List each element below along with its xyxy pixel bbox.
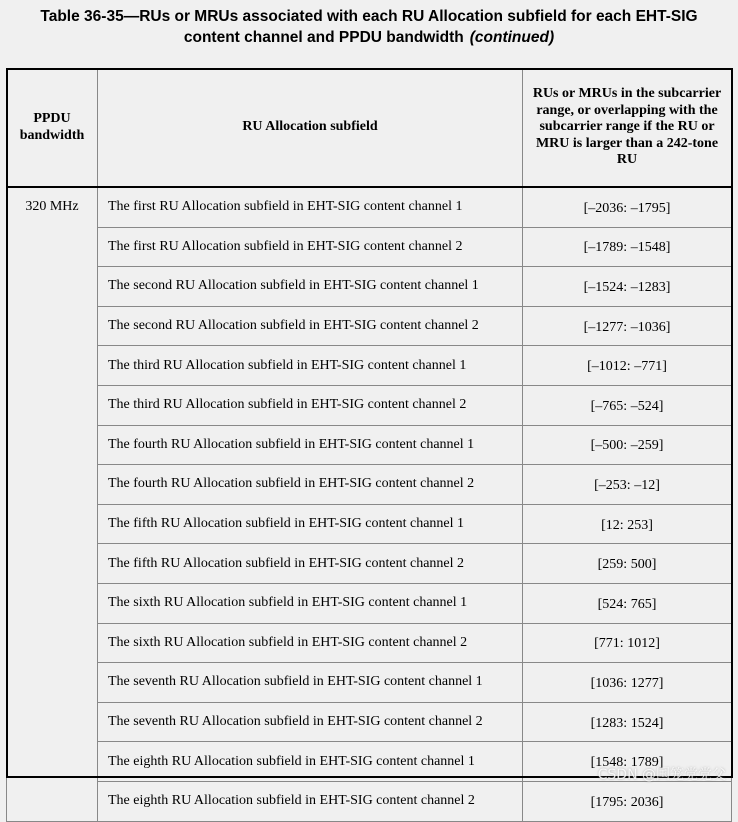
table-row (7, 702, 732, 742)
table-caption (0, 6, 738, 48)
ru-allocation-subfield-cell: The first RU Allocation subfield in EHT-SIG content channel 1 (98, 187, 523, 227)
header-ppdu-bandwidth: PPDU bandwidth (7, 69, 98, 188)
ru-allocation-subfield-cell: The fifth RU Allocation subfield in EHT-SIG content channel 2 (98, 544, 523, 584)
subcarrier-range-cell: [771: 1012] (523, 623, 732, 663)
ru-allocation-subfield-cell: The fourth RU Allocation subfield in EHT-SIG content channel 2 (98, 465, 523, 505)
subcarrier-range-cell: [259: 500] (523, 544, 732, 584)
watermark: CSDN @国笼党党父 (597, 767, 726, 783)
ru-allocation-subfield-cell: The sixth RU Allocation subfield in EHT-SIG content channel 2 (98, 623, 523, 663)
table-row (7, 504, 732, 544)
subcarrier-range-cell: [–1789: –1548] (523, 227, 732, 267)
table-row (7, 583, 732, 623)
subcarrier-range-cell: [–1012: –771] (523, 346, 732, 386)
ru-allocation-subfield-cell: The seventh RU Allocation subfield in EHT-SIG content channel 1 (98, 663, 523, 703)
ru-allocation-subfield-cell: The eighth RU Allocation subfield in EHT-SIG content channel 1 (98, 742, 523, 782)
subcarrier-range-cell: [524: 765] (523, 583, 732, 623)
caption-line-2-text: content channel and PPDU bandwidth (183, 29, 464, 46)
table-row (7, 544, 732, 584)
subcarrier-range-cell: [1548: 1789] (523, 742, 732, 782)
ru-allocation-subfield-cell: The fourth RU Allocation subfield in EHT-SIG content channel 1 (98, 425, 523, 465)
ru-allocation-table (6, 68, 732, 822)
caption-line-1: Table 36-35—RUs or MRUs associated with each RU Allocation subfield for each EHT-SIG (40, 8, 698, 25)
ru-allocation-subfield-cell: The third RU Allocation subfield in EHT-SIG content channel 1 (98, 346, 523, 386)
caption-continued: (continued) (469, 29, 555, 46)
ru-allocation-subfield-cell: The second RU Allocation subfield in EHT-SIG content channel 1 (98, 267, 523, 307)
table-row (7, 187, 732, 227)
ru-allocation-subfield-cell: The second RU Allocation subfield in EHT-SIG content channel 2 (98, 306, 523, 346)
header-row (7, 69, 732, 188)
subcarrier-range-cell: [–765: –524] (523, 385, 732, 425)
table-row (7, 306, 732, 346)
ppdu-bandwidth-cell: 320 MHz (7, 187, 98, 821)
ru-allocation-subfield-cell: The first RU Allocation subfield in EHT-SIG content channel 2 (98, 227, 523, 267)
table-row (7, 346, 732, 386)
caption-line-2 (0, 27, 738, 48)
table-row (7, 425, 732, 465)
table-row (7, 465, 732, 505)
ru-allocation-subfield-cell: The eighth RU Allocation subfield in EHT-SIG content channel 2 (98, 781, 523, 821)
subcarrier-range-cell: [12: 253] (523, 504, 732, 544)
ru-allocation-subfield-cell: The fifth RU Allocation subfield in EHT-SIG content channel 1 (98, 504, 523, 544)
subcarrier-range-cell: [1283: 1524] (523, 702, 732, 742)
table-row (7, 781, 732, 821)
subcarrier-range-cell: [–500: –259] (523, 425, 732, 465)
subcarrier-range-cell: [1036: 1277] (523, 663, 732, 703)
header-ru-allocation-subfield: RU Allocation subfield (98, 69, 523, 188)
header-subcarrier-range: RUs or MRUs in the subcarrier range, or overlapping with the subcarrier range if the RU or MRU is larger than a 242-tone RU (523, 69, 732, 188)
subcarrier-range-cell: [1795: 2036] (523, 781, 732, 821)
subcarrier-range-cell: [–2036: –1795] (523, 187, 732, 227)
subcarrier-range-cell: [–1524: –1283] (523, 267, 732, 307)
table-row (7, 663, 732, 703)
subcarrier-range-cell: [–253: –12] (523, 465, 732, 505)
table-row (7, 267, 732, 307)
table-row (7, 385, 732, 425)
table-row (7, 623, 732, 663)
subcarrier-range-cell: [–1277: –1036] (523, 306, 732, 346)
ru-allocation-subfield-cell: The third RU Allocation subfield in EHT-SIG content channel 2 (98, 385, 523, 425)
table-row (7, 227, 732, 267)
table-body (7, 187, 732, 821)
ru-allocation-subfield-cell: The sixth RU Allocation subfield in EHT-SIG content channel 1 (98, 583, 523, 623)
ru-allocation-subfield-cell: The seventh RU Allocation subfield in EHT-SIG content channel 2 (98, 702, 523, 742)
